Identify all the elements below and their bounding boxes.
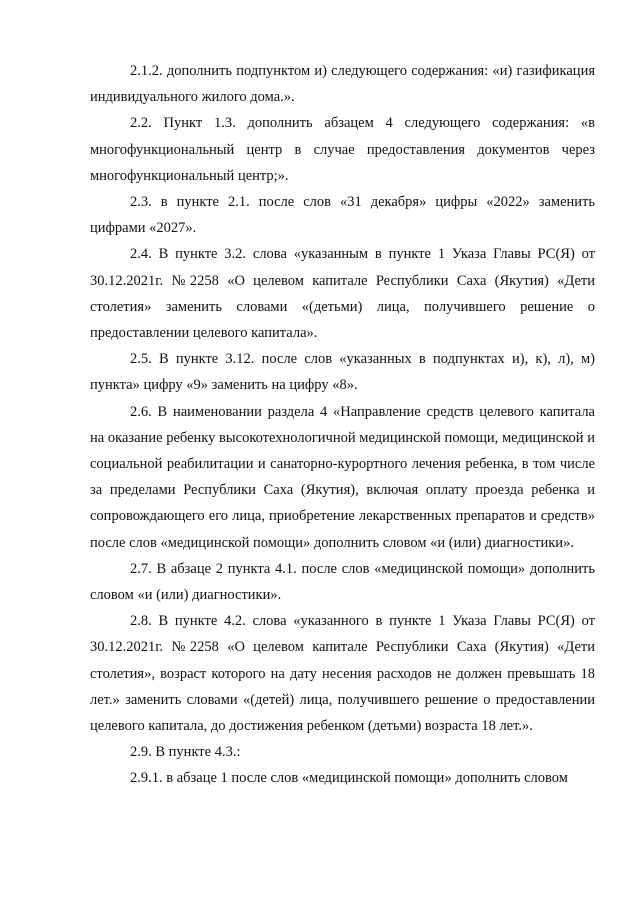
paragraph-2-9: 2.9. В пункте 4.3.:: [130, 744, 241, 761]
paragraph-2-1-2: 2.1.2. дополнить подпунктом и) следующего содержания: «и) газификация индивидуального жилого дома.».: [90, 63, 595, 106]
paragraph-2-7: 2.7. В абзаце 2 пункта 4.1. после слов «медицинской помощи» дополнить словом «и (или) диагностики».: [90, 560, 595, 604]
paragraph-2-3: 2.3. в пункте 2.1. после слов «31 декабря» цифры «2022» заменить цифрами «2027».: [90, 194, 595, 237]
paragraph-2-4: 2.4. В пункте 3.2. слова «указанным в пункте 1 Указа Главы РС(Я) от 30.12.2021г. №2258 «О целевом капитале Республики Саха (Якутия) «Дети столетия» заменить словами «(детьми) лица, получившего решение о предоставлении целевого капитала».: [90, 246, 595, 342]
paragraph-2-5: 2.5. В пункте 3.12. после слов «указанных в подпунктах и), к), л), м) пункта» цифру «9» заменить на цифру «8».: [90, 351, 595, 394]
paragraph-2-9-1: 2.9.1. в абзаце 1 после слов «медицинской помощи» дополнить словом: [130, 770, 568, 787]
paragraph-2-6: 2.6. В наименовании раздела 4 «Направление средств целевого капитала на оказание ребенку высокотехнологичной медицинской помощи, медицинской и социальной реабилитации и санаторно-курортного лечения ребенка, в том числе за пределами Республики Саха (Якутия), включая оплату проезда ребенка и сопровождающего его лица, приобретение лекарственных препаратов и средств» после слов «медицинской помощи» дополнить словом «и (или) диагностики».: [90, 403, 595, 551]
paragraph-2-2: 2.2. Пункт 1.3. дополнить абзацем 4 следующего содержания: «в многофункциональный центр в случае предоставления документов через многофункциональный центр;».: [90, 115, 595, 184]
document-body: [90, 58, 595, 792]
paragraph-2-8: 2.8. В пункте 4.2. слова «указанного в пункте 1 Указа Главы РС(Я) от 30.12.2021г. №2258 «О целевом капитале Республики Саха (Якутия) «Дети столетия», возраст которого на дату несения расходов не должен превышать 18 лет.» заменить словами «(детей) лица, получившего решение о предоставлении целевого капитала, до достижения ребенком (детьми) возраста 18 лет.».: [90, 613, 595, 735]
